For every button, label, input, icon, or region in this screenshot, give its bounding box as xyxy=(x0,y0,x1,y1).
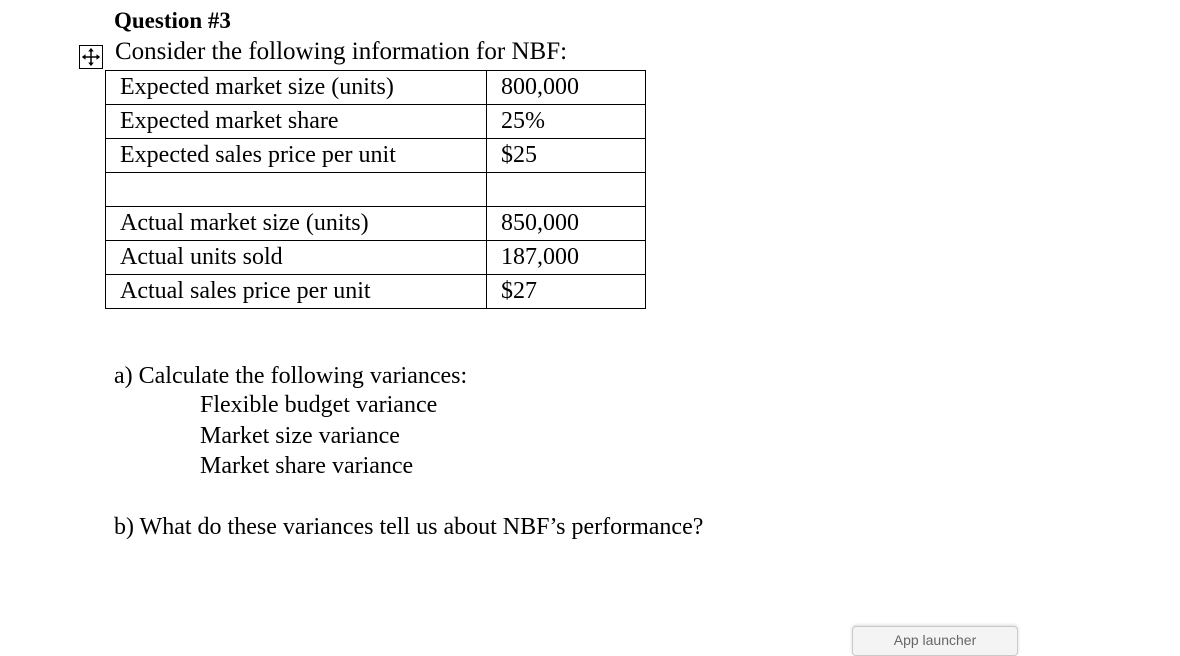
table-row xyxy=(106,275,646,309)
table-row xyxy=(106,71,646,105)
row-value: 25% xyxy=(487,105,646,139)
row-value: $27 xyxy=(487,275,646,309)
table-row xyxy=(106,207,646,241)
table-row xyxy=(106,139,646,173)
question-intro: Consider the following information for NBF: xyxy=(115,38,568,65)
table-row xyxy=(106,241,646,275)
variance-item-market-size: Market size variance xyxy=(200,422,400,449)
nbf-info-table xyxy=(105,70,646,309)
row-label: Expected market share xyxy=(106,105,487,139)
row-value: 800,000 xyxy=(487,71,646,105)
app-launcher-button[interactable]: App launcher xyxy=(852,626,1018,656)
row-value: 187,000 xyxy=(487,241,646,275)
variance-item-market-share: Market share variance xyxy=(200,453,414,479)
row-label: Actual sales price per unit xyxy=(106,275,487,309)
variance-list xyxy=(200,390,437,482)
part-a-prompt: a) Calculate the following variances: xyxy=(114,363,468,389)
row-label: Actual market size (units) xyxy=(106,207,487,241)
row-value: 850,000 xyxy=(487,207,646,241)
empty-cell xyxy=(487,173,646,207)
variance-item-flexible-budget: Flexible budget variance xyxy=(200,392,438,418)
row-label: Expected market size (units) xyxy=(106,71,487,105)
empty-cell xyxy=(106,173,487,207)
table-row xyxy=(106,105,646,139)
question-title: Question #3 xyxy=(114,8,231,33)
row-label: Expected sales price per unit xyxy=(106,139,487,173)
row-label: Actual units sold xyxy=(106,241,487,275)
row-value: $25 xyxy=(487,139,646,173)
empty-table-row xyxy=(106,173,646,207)
part-b-prompt: b) What do these variances tell us about NBF’s performance? xyxy=(114,514,704,540)
move-arrows-icon[interactable] xyxy=(79,45,103,69)
